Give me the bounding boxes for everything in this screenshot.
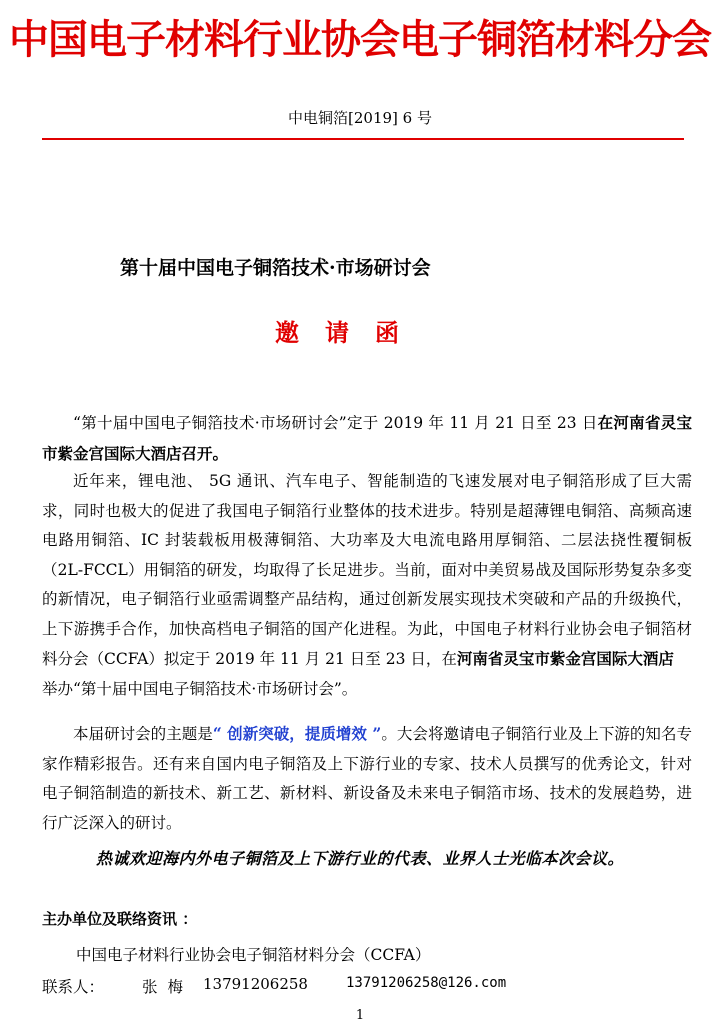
background-venue: 河南省灵宝市紫金宫国际大酒店 [456,649,674,668]
paragraph-background [42,467,692,704]
intro-venue: 在河南省灵宝市紫金宫国际大酒店召开。 [42,413,692,463]
contact-email: 13791206258@126.com [346,975,507,991]
event-title: 第十届中国电子铜箔技术·市场研讨会 [120,257,431,279]
contact-person-name: 张梅 [142,978,194,996]
document-number: 中电铜箔[2019] 6 号 [288,109,432,127]
welcome-statement: 热诚欢迎海内外电子铜箔及上下游行业的代表、业界人士光临本次会议。 [95,849,624,868]
paragraph-intro [42,408,692,469]
intro-text: “第十届中国电子铜箔技术·市场研讨会”定于 2019 年 11 月 21 日至 23 日 [73,414,598,432]
contact-phone: 13791206258 [203,975,308,993]
header-divider [42,138,684,140]
background-closing: 举办“第十届中国电子铜箔技术·市场研讨会”。 [42,679,358,698]
background-text: 近年来，锂电池、 5G 通讯、汽车电子、智能制造的飞速发展对电子铜箔形成了巨大需求，同时也极大的促进了我国电子铜箔行业整体的技术进步。特别是超薄锂电铜箔、高频高速电路用铜箔、IC 封装载板用极薄铜箔、大功率及大电流电路用厚铜箔、二层法挠性覆铜板（2L-FCCL）用铜箔的研发，均取得了长足进步。当前，面对中美贸易战及国际形势复杂多变的新情况，电子铜箔行业亟需调整产品结构，通过创新发展实现技术突破和产品的升级换代，上下游携手合作，加快高档电子铜箔的国产化进程。为此，中国电子材料行业协会电子铜箔材料分会（CCFA）拟定于 2019 年 11 月 21 日至 23 日，在 [42,472,692,668]
theme-lead: 本届研讨会的主题是 [73,725,213,743]
theme-text: 。大会将邀请电子铜箔行业及上下游的知名专家作精彩报告。还有来自国内电子铜箔及上下游行业的专家、技术人员撰写的优秀论文，针对电子铜箔制造的新技术、新工艺、新材料、新设备及未来电子铜箔市场、技术的发展趋势，进行广泛深入的研讨。 [42,725,692,832]
page-number: 1 [355,1008,365,1023]
invitation-title: 邀请函 [275,318,425,347]
theme-highlight: “ 创新突破，提质增效 ” [212,724,382,743]
org-header-title: 中国电子材料行业协会电子铜箔材料分会 [9,17,711,63]
organizer-name: 中国电子材料行业协会电子铜箔材料分会（CCFA） [76,946,431,964]
contact-person-label: 联系人： [42,978,105,996]
paragraph-theme [42,719,692,838]
contact-heading: 主办单位及联络资讯 ： [42,910,198,928]
